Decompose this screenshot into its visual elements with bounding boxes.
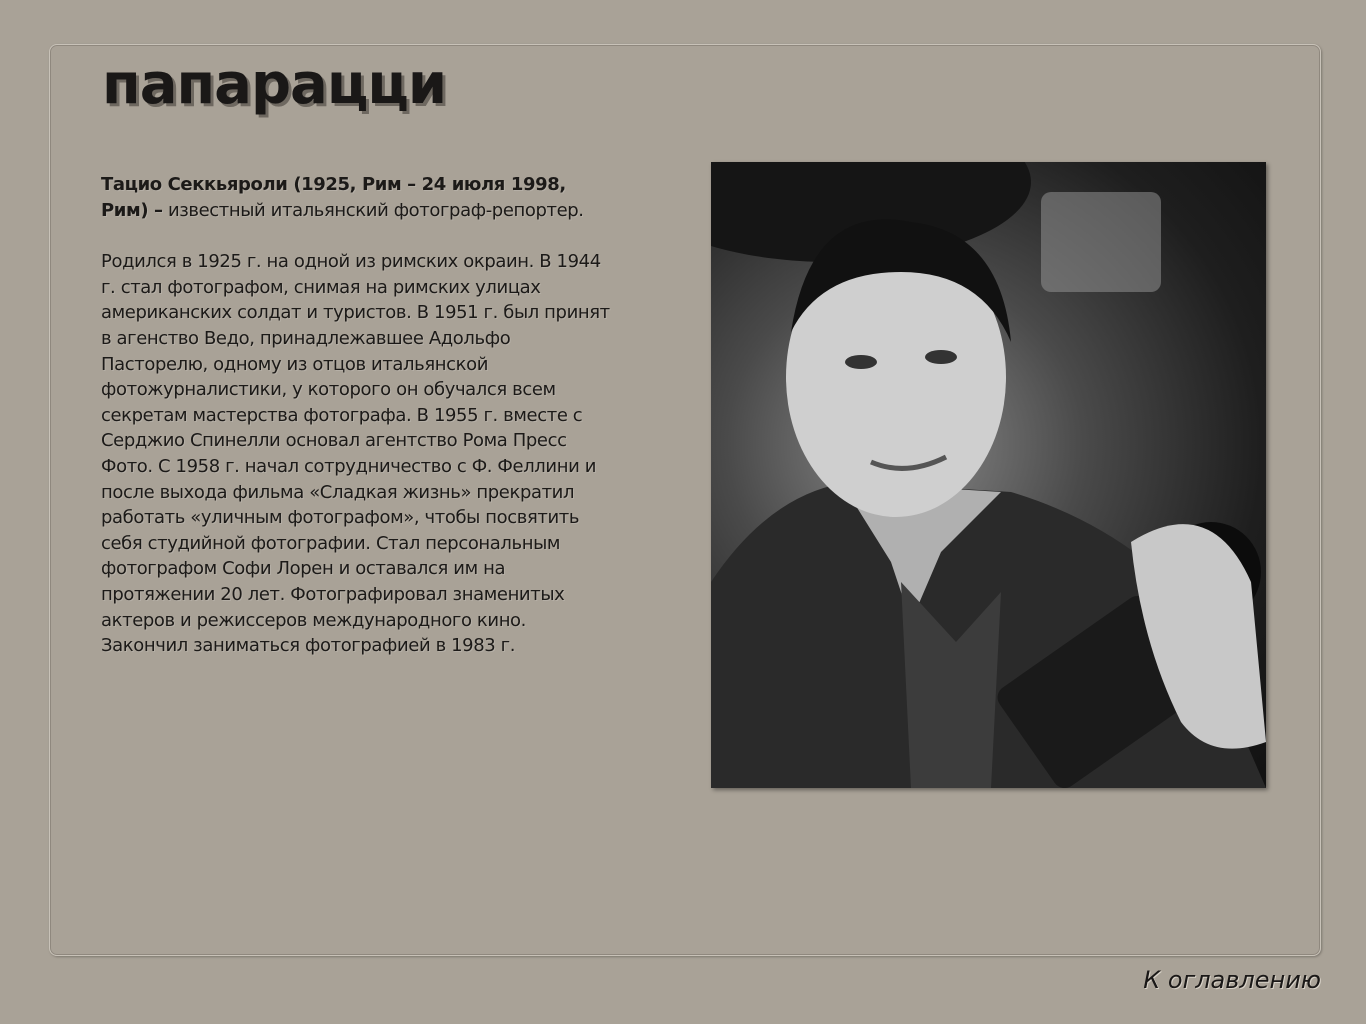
bio-line: Фото. С 1958 г. начал сотрудничество с Ф. Феллини и xyxy=(101,455,596,477)
slide-text xyxy=(101,172,661,659)
bio-line: протяжении 20 лет. Фотографировал знаменитых xyxy=(101,583,565,605)
portrait-illustration xyxy=(711,162,1266,788)
bio-line: фотожурналистики, у которого он обучался всем xyxy=(101,379,556,401)
intro-bold-line: Тацио Секкьяроли (1925, Рим – 24 июля 1998, xyxy=(101,174,566,195)
bio-line: работать «уличным фотографом», чтобы посвятить xyxy=(101,507,580,529)
intro-bold-line: Рим) – xyxy=(101,199,163,221)
intro-rest: известный итальянский фотограф-репортер. xyxy=(162,199,584,221)
bio-line: Серджио Спинелли основал агентство Рома Пресс xyxy=(101,430,567,452)
bio-line: г. стал фотографом, снимая на римских улицах xyxy=(101,276,541,298)
bio-line: Закончил заниматься фотографией в 1983 г. xyxy=(101,635,516,657)
portrait-photo xyxy=(711,162,1266,788)
table-of-contents-link[interactable]: К оглавлению xyxy=(1143,966,1321,994)
bio-line: себя студийной фотографии. Стал персональным xyxy=(101,532,561,554)
bio-line: американских солдат и туристов. В 1951 г. был принят xyxy=(101,302,610,324)
bio-line: в агенство Ведо, принадлежавшее Адольфо xyxy=(101,327,511,349)
intro-line-2 xyxy=(101,198,661,224)
bio-line: фотографом Софи Лорен и оставался им на xyxy=(101,558,506,580)
bio-line: актеров и режиссеров международного кино. xyxy=(101,609,526,631)
slide-title: папарацци xyxy=(102,52,447,117)
bio-line: секретам мастерства фотографа. В 1955 г. вместе с xyxy=(101,404,583,426)
bio-line: Родился в 1925 г. на одной из римских окраин. В 1944 xyxy=(101,251,601,273)
intro-paragraph xyxy=(101,172,661,223)
bio-line: после выхода фильма «Сладкая жизнь» прекратил xyxy=(101,481,575,503)
bio-line: Пасторелю, одному из отцов итальянской xyxy=(101,353,489,375)
bio-paragraph xyxy=(101,249,661,659)
